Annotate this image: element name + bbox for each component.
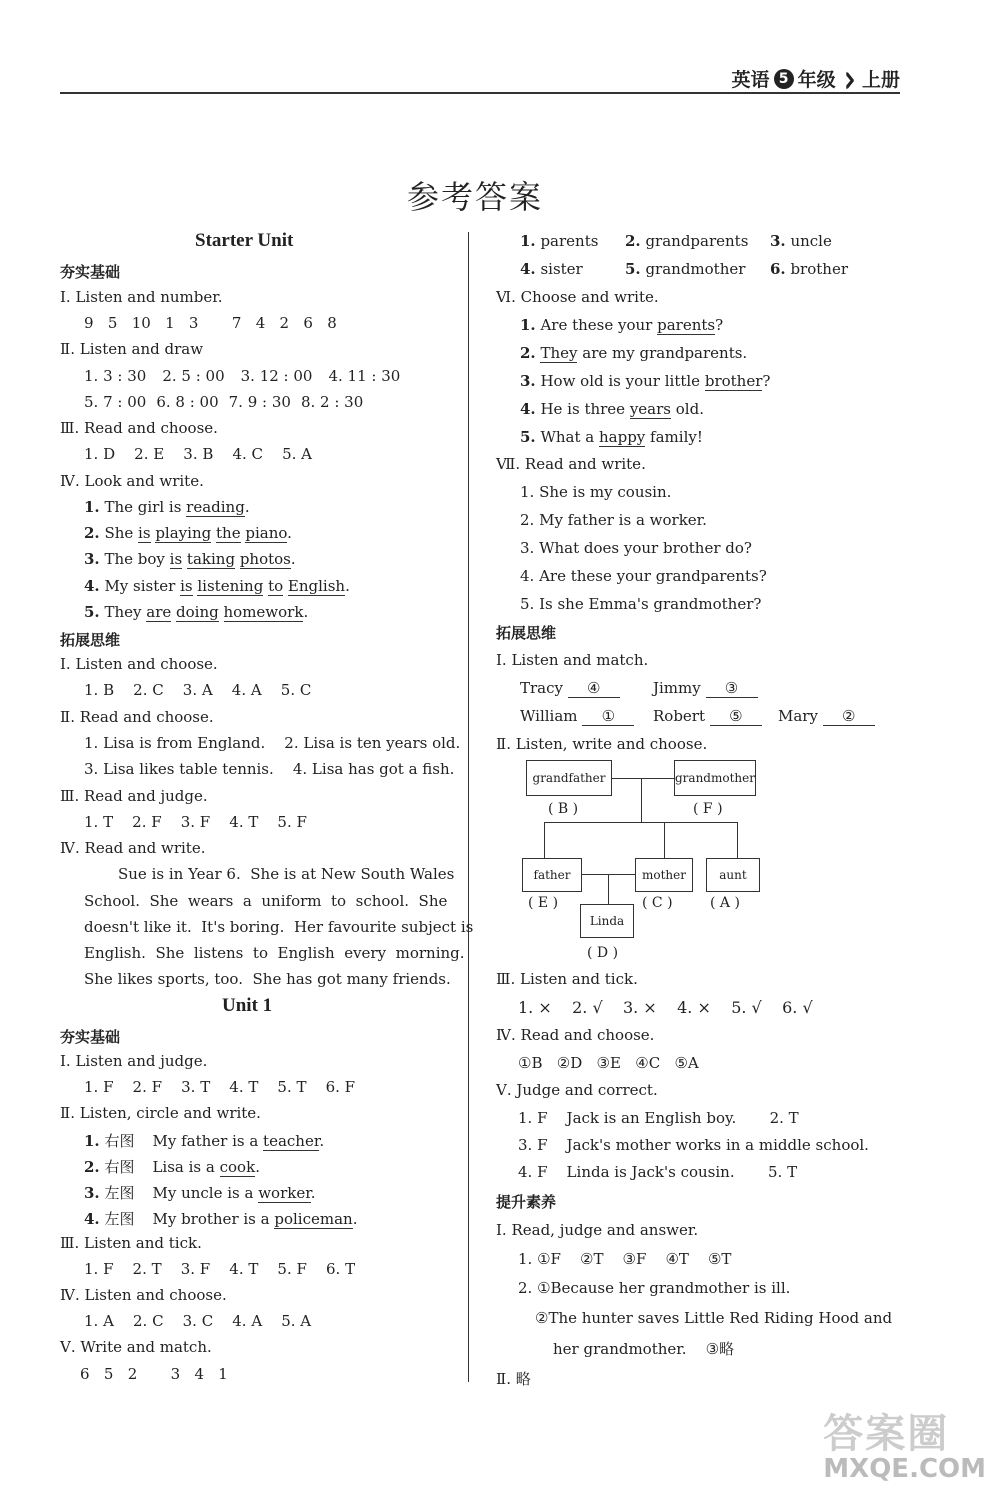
header-volume: 上册	[861, 69, 900, 91]
answer-line: 3. Lisa likes table tennis. 4. Lisa has got a fish.	[84, 760, 455, 778]
answer-line: 1. F 2. F 3. T 4. T 5. T 6. F	[84, 1078, 356, 1096]
tree-line	[612, 778, 674, 779]
tree-answer: ( E )	[528, 895, 559, 911]
match-item: Jimmy ③	[653, 679, 758, 698]
answer-line: 3. uncle	[770, 232, 832, 250]
answer-line: 3. 左图 My uncle is a worker.	[84, 1184, 316, 1202]
answer-line: 1. 右图 My father is a teacher.	[84, 1132, 325, 1150]
answer-line: 6. brother	[770, 260, 848, 278]
answer-line: 4. Are these your grandparents?	[520, 567, 767, 585]
section-heading: 拓展思维	[496, 624, 557, 642]
tree-line	[641, 778, 642, 822]
answer-line: 3. How old is your little brother?	[520, 372, 771, 390]
section-heading: 夯实基础	[60, 1028, 121, 1046]
tree-node-father: father	[522, 858, 582, 892]
answer-line: 1. 3 : 30 2. 5 : 00 3. 12 : 00 4. 11 : 30	[84, 367, 401, 385]
answer-line: 5. grandmother	[625, 260, 746, 278]
answer-line: 2. My father is a worker.	[520, 511, 707, 529]
answer-line: 2. She is playing the piano.	[84, 524, 292, 542]
question-heading: Ⅲ. Read and judge.	[60, 787, 208, 805]
tree-node-grandmother: grandmother	[674, 760, 756, 796]
paragraph-line: doesn't like it. It's boring. Her favourite subject is	[84, 918, 474, 936]
tree-answer: ( B )	[548, 801, 579, 817]
answer-line: 1. She is my cousin.	[520, 483, 672, 501]
tree-answer: ( F )	[693, 801, 723, 817]
question-heading: Ⅴ. Write and match.	[60, 1338, 212, 1356]
question-heading: Ⅰ. Listen and match.	[496, 651, 649, 669]
paragraph-line: Sue is in Year 6. She is at New South Wales	[118, 865, 455, 883]
answer-line: 1. F 2. T 3. F 4. T 5. F 6. T	[84, 1260, 356, 1278]
header-book-label	[731, 55, 900, 102]
tree-node-aunt: aunt	[706, 858, 760, 892]
question-heading: Ⅰ. Listen and number.	[60, 288, 223, 306]
tree-line	[737, 822, 738, 858]
question-heading: Ⅵ. Choose and write.	[496, 288, 659, 306]
tree-line	[608, 874, 609, 904]
answer-line: 3. What does your brother do?	[520, 539, 752, 557]
section-heading: 拓展思维	[60, 631, 121, 649]
question-heading: Ⅳ. Read and write.	[60, 839, 206, 857]
answer-line: 4. He is three years old.	[520, 400, 704, 418]
answer-line: 1. Are these your parents?	[520, 316, 724, 334]
answer-line: 1. × 2. √ 3. × 4. × 5. √ 6. √	[518, 998, 813, 1017]
answer-line: 9 5 10 1 3 7 4 2 6 8	[84, 314, 337, 332]
section-heading: 夯实基础	[60, 263, 121, 281]
tree-node-grandfather: grandfather	[526, 760, 612, 796]
answer-line: 4. My sister is listening to English.	[84, 577, 350, 595]
question-heading: Ⅳ. Read and choose.	[496, 1026, 655, 1044]
answer-line: her grandmother. ③略	[553, 1340, 735, 1358]
match-item: William ①	[520, 707, 634, 726]
question-heading: Ⅱ. Read and choose.	[60, 708, 214, 726]
page-title: 参考答案	[406, 178, 543, 216]
header-grade: 年级	[797, 69, 836, 91]
answer-line: 5. Is she Emma's grandmother?	[520, 595, 762, 613]
match-item: Tracy ④	[520, 679, 620, 698]
answer-line: 1. ①F ②T ③F ④T ⑤T	[518, 1250, 732, 1268]
answer-line: 1. parents	[520, 232, 599, 250]
answer-line: 2. 右图 Lisa is a cook.	[84, 1158, 260, 1176]
paragraph-line: School. She wears a uniform to school. She	[84, 892, 448, 910]
answer-line: 1. A 2. C 3. C 4. A 5. A	[84, 1312, 312, 1330]
unit-title-1: Unit 1	[222, 995, 273, 1016]
tree-node-mother: mother	[635, 858, 693, 892]
match-item: Mary ②	[778, 707, 875, 726]
section-heading: 提升素养	[496, 1193, 557, 1211]
question-heading: Ⅳ. Listen and choose.	[60, 1286, 227, 1304]
unit-title-starter: Starter Unit	[195, 230, 294, 251]
answer-line: ①B ②D ③E ④C ⑤A	[518, 1054, 699, 1072]
paragraph-line: She likes sports, too. She has got many friends.	[84, 970, 451, 988]
tree-node-linda: Linda	[580, 904, 634, 938]
paragraph-line: English. She listens to English every morning.	[84, 944, 465, 962]
answer-line: 4. F Linda is Jack's cousin. 5. T	[518, 1163, 798, 1181]
answer-line: 3. The boy is taking photos.	[84, 550, 296, 568]
tree-line	[544, 822, 737, 823]
header-grade-number: 5	[774, 69, 794, 89]
page-header	[60, 55, 900, 102]
question-heading: Ⅱ. 略	[496, 1370, 531, 1388]
answer-line: 1. D 2. E 3. B 4. C 5. A	[84, 445, 312, 463]
question-heading: Ⅱ. Listen, write and choose.	[496, 735, 708, 753]
answer-line: 5. They are doing homework.	[84, 603, 309, 621]
answer-line: 2. grandparents	[625, 232, 749, 250]
answer-line: 5. 7 : 00 6. 8 : 00 7. 9 : 30 8. 2 : 30	[84, 393, 364, 411]
answer-line: 6 5 2 3 4 1	[80, 1365, 228, 1383]
answer-line: 3. F Jack's mother works in a middle school.	[518, 1136, 869, 1154]
tree-line	[664, 822, 665, 858]
answer-line: 1. B 2. C 3. A 4. A 5. C	[84, 681, 312, 699]
answer-line: 4. sister	[520, 260, 583, 278]
double-chevron-icon: ››	[843, 55, 846, 102]
answer-line: 1. T 2. F 3. F 4. T 5. F	[84, 813, 307, 831]
answer-line: 5. What a happy family!	[520, 428, 703, 446]
question-heading: Ⅲ. Listen and tick.	[496, 970, 638, 988]
answer-line: 1. The girl is reading.	[84, 498, 250, 516]
tree-answer: ( A )	[710, 895, 740, 911]
question-heading: Ⅳ. Look and write.	[60, 472, 204, 490]
question-heading: Ⅰ. Listen and judge.	[60, 1052, 208, 1070]
question-heading: Ⅶ. Read and write.	[496, 455, 646, 473]
question-heading: Ⅴ. Judge and correct.	[496, 1081, 658, 1099]
question-heading: Ⅰ. Read, judge and answer.	[496, 1221, 699, 1239]
answer-line: 1. F Jack is an English boy. 2. T	[518, 1109, 799, 1127]
question-heading: Ⅰ. Listen and choose.	[60, 655, 218, 673]
question-heading: Ⅲ. Listen and tick.	[60, 1234, 202, 1252]
answer-line: 4. 左图 My brother is a policeman.	[84, 1210, 358, 1228]
answer-line: 1. Lisa is from England. 2. Lisa is ten years old.	[84, 734, 461, 752]
tree-line	[544, 822, 545, 858]
answer-line: ②The hunter saves Little Red Riding Hood and	[535, 1309, 893, 1327]
question-heading: Ⅱ. Listen, circle and write.	[60, 1104, 261, 1122]
answer-line: 2. They are my grandparents.	[520, 344, 748, 362]
column-divider	[468, 232, 469, 1382]
answer-line: 2. ①Because her grandmother is ill.	[518, 1279, 791, 1297]
match-item: Robert ⑤	[653, 707, 762, 726]
header-subject: 英语	[731, 69, 770, 91]
watermark: 答案圈 MXQE.COM	[823, 1411, 986, 1484]
tree-answer: ( D )	[587, 945, 619, 961]
question-heading: Ⅲ. Read and choose.	[60, 419, 218, 437]
question-heading: Ⅱ. Listen and draw	[60, 340, 204, 358]
tree-answer: ( C )	[642, 895, 673, 911]
